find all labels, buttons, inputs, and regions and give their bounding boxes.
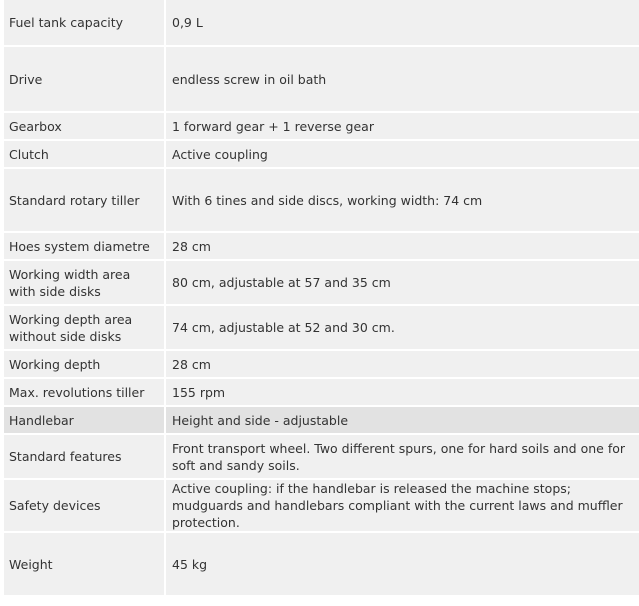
table-row bbox=[4, 141, 639, 169]
spec-value: 80 cm, adjustable at 57 and 35 cm bbox=[166, 261, 639, 306]
spec-label: Weight bbox=[4, 533, 166, 597]
spec-value: 28 cm bbox=[166, 351, 639, 379]
spec-value: 0,9 L bbox=[166, 0, 639, 47]
spec-label: Handlebar bbox=[4, 407, 166, 435]
spec-label: Max. revolutions tiller bbox=[4, 379, 166, 407]
table-row bbox=[4, 47, 639, 113]
table-row bbox=[4, 379, 639, 407]
table-row bbox=[4, 233, 639, 261]
spec-label: Safety devices bbox=[4, 480, 166, 533]
table-row bbox=[4, 0, 639, 47]
table-row bbox=[4, 407, 639, 435]
spec-value: endless screw in oil bath bbox=[166, 47, 639, 113]
table-row bbox=[4, 351, 639, 379]
spec-value: 155 rpm bbox=[166, 379, 639, 407]
table-row bbox=[4, 113, 639, 141]
spec-label: Clutch bbox=[4, 141, 166, 169]
spec-value: 74 cm, adjustable at 52 and 30 cm. bbox=[166, 306, 639, 351]
table-row bbox=[4, 261, 639, 306]
spec-value: With 6 tines and side discs, working width: 74 cm bbox=[166, 169, 639, 233]
spec-value: 1 forward gear + 1 reverse gear bbox=[166, 113, 639, 141]
table-row bbox=[4, 533, 639, 597]
spec-value: Active coupling: if the handlebar is released the machine stops; mudguards and handlebars compliant with the current laws and muffler protection. bbox=[166, 480, 639, 533]
spec-table bbox=[4, 0, 639, 597]
table-row bbox=[4, 435, 639, 480]
spec-label: Drive bbox=[4, 47, 166, 113]
spec-value: Front transport wheel. Two different spurs, one for hard soils and one for soft and sandy soils. bbox=[166, 435, 639, 480]
spec-label: Standard features bbox=[4, 435, 166, 480]
spec-label: Working width area with side disks bbox=[4, 261, 166, 306]
table-row bbox=[4, 480, 639, 533]
spec-label: Working depth area without side disks bbox=[4, 306, 166, 351]
spec-value: 45 kg bbox=[166, 533, 639, 597]
spec-label: Standard rotary tiller bbox=[4, 169, 166, 233]
table-row bbox=[4, 306, 639, 351]
spec-label: Hoes system diametre bbox=[4, 233, 166, 261]
spec-label: Gearbox bbox=[4, 113, 166, 141]
spec-value: 28 cm bbox=[166, 233, 639, 261]
spec-label: Fuel tank capacity bbox=[4, 0, 166, 47]
table-row bbox=[4, 169, 639, 233]
spec-label: Working depth bbox=[4, 351, 166, 379]
spec-value: Height and side - adjustable bbox=[166, 407, 639, 435]
spec-value: Active coupling bbox=[166, 141, 639, 169]
